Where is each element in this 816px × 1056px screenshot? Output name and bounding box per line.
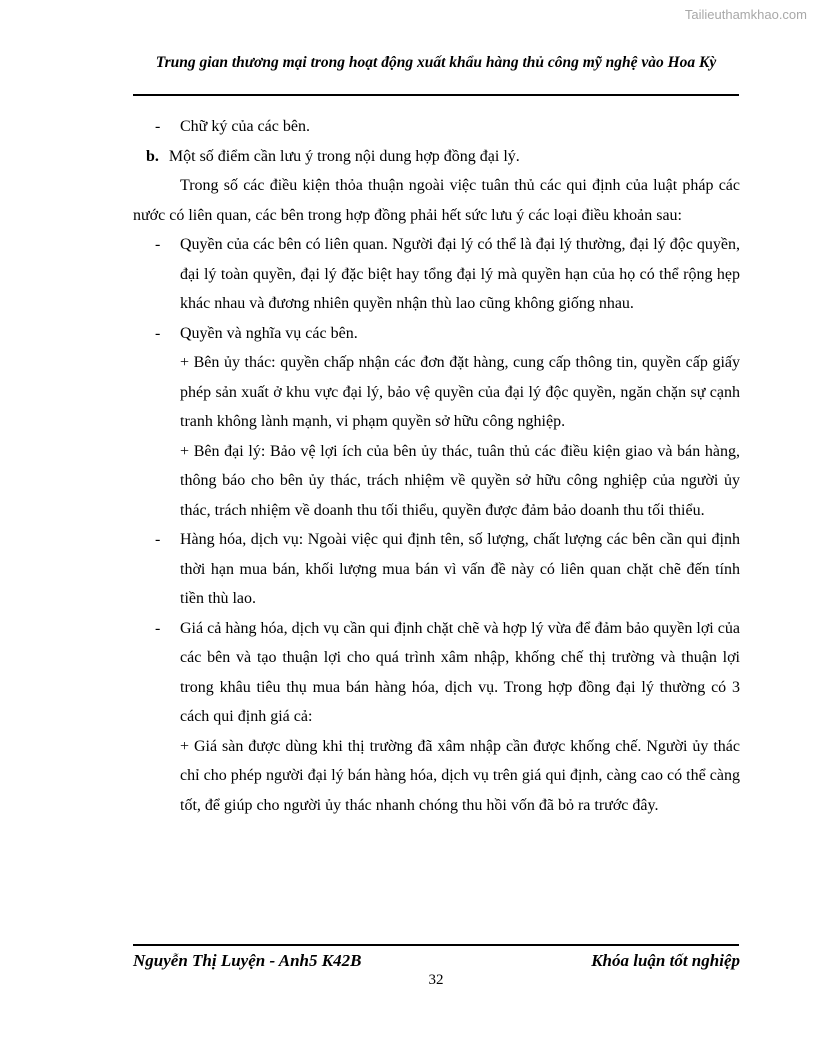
intro-paragraph: Trong số các điều kiện thỏa thuận ngoài việc tuân thủ các qui định của luật pháp các nước có liên quan, các bên trong hợp đồng phải hết sức lưu ý các loại điều khoản sau: <box>133 177 740 224</box>
header-rule <box>133 94 739 96</box>
list-item-text: Quyền và nghĩa vụ các bên. <box>180 324 358 342</box>
list-item-price <box>133 614 740 732</box>
sub-item-principal: + Bên ủy thác: quyền chấp nhận các đơn đặt hàng, cung cấp thông tin, quyền cấp giấy phép sản xuất ở khu vực đại lý, bảo vệ quyền của đại lý độc quyền, ngăn chặn sự cạnh tranh không lành mạnh, vi phạm quyền sở hữu công nghiệp. <box>180 354 740 430</box>
list-item-text: Chữ ký của các bên. <box>180 118 310 135</box>
list-item-signatures <box>133 112 740 142</box>
list-item-rights-obligations <box>133 319 740 349</box>
list-item-text: Quyền của các bên có liên quan. Người đại lý có thể là đại lý thường, đại lý độc quyền, đại lý toàn quyền, đại lý đặc biệt hay tổng đại lý mà quyền hạn của họ có thể rộng hẹp khác nhau và đương nhiên quyền nhận thù lao cũng không giống nhau. <box>180 236 740 312</box>
list-item-goods <box>133 525 740 614</box>
footer-rule <box>133 944 739 946</box>
bullet-dash: - <box>155 531 161 548</box>
page-body <box>133 112 740 820</box>
section-heading-b <box>133 142 740 172</box>
section-label: b. <box>146 147 159 165</box>
list-item-text: Hàng hóa, dịch vụ: Ngoài việc qui định tên, số lượng, chất lượng các bên cần qui định thời hạn mua bán, khối lượng mua bán vì vấn đề này có liên quan chặt chẽ đến tính tiền thù lao. <box>180 531 740 607</box>
bullet-dash: - <box>155 324 161 342</box>
sub-item-floor-price: + Giá sàn được dùng khi thị trường đã xâm nhập cần được khống chế. Người ủy thác chỉ cho phép người đại lý bán hàng hóa, dịch vụ trên giá qui định, càng cao có thể càng tốt, để giúp cho người ủy thác nhanh chóng thu hồi vốn đã bỏ ra trước đây. <box>180 737 740 814</box>
section-heading-text: Một số điểm cần lưu ý trong nội dung hợp đồng đại lý. <box>168 147 520 165</box>
watermark: Tailieuthamkhao.com <box>684 7 807 22</box>
running-header-title: Trung gian thương mại trong hoạt động xuất khẩu hàng thủ công mỹ nghệ vào Hoa Kỳ <box>155 54 717 71</box>
list-item-rights <box>133 230 740 319</box>
list-item-text: Giá cả hàng hóa, dịch vụ cần qui định chặt chẽ và hợp lý vừa để đảm bảo quyền lợi của các bên và tạo thuận lợi cho quá trình xâm nhập, khống chế thị trường và thuận lợi trong khâu tiêu thụ mua bán hàng hóa, dịch vụ. Trong hợp đồng đại lý thường có 3 cách qui định giá cả: <box>180 619 740 725</box>
footer-document-type: Khóa luận tốt nghiệp <box>591 951 740 970</box>
footer-author: Nguyễn Thị Luyện - Anh5 K42B <box>133 951 362 970</box>
sub-item-agent: + Bên đại lý: Bảo vệ lợi ích của bên ủy thác, tuân thủ các điều kiện giao và bán hàng, thông báo cho bên ủy thác, trách nhiệm về quyền sở hữu công nghiệp của người ủy thác, trách nhiệm về doanh thu tối thiểu, quyền được đảm bảo doanh thu tối thiểu. <box>180 442 740 519</box>
bullet-dash: - <box>155 619 161 637</box>
page-number: 32 <box>428 972 444 988</box>
bullet-dash: - <box>155 118 161 135</box>
bullet-dash: - <box>155 236 161 253</box>
